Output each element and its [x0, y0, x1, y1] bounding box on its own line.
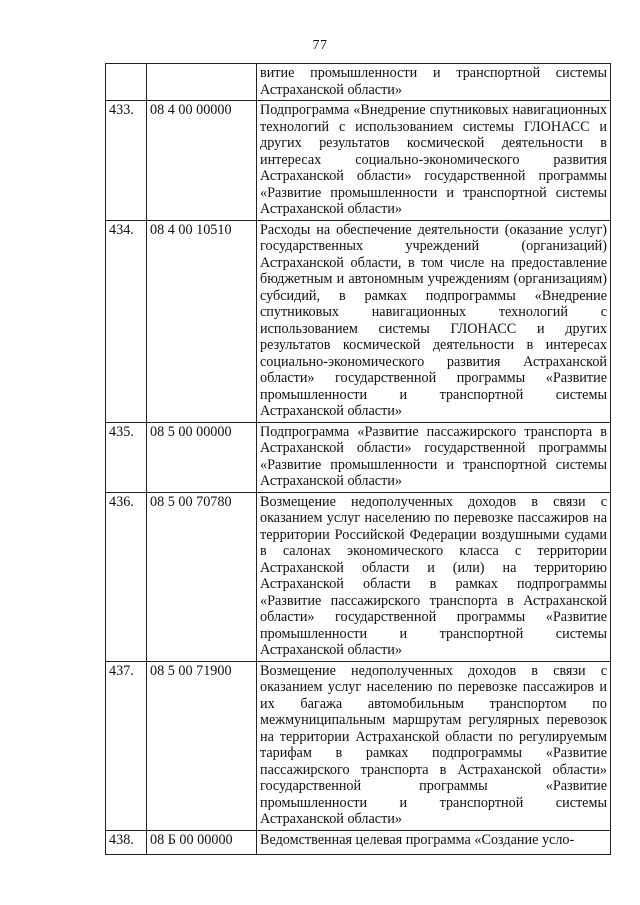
table-row	[106, 101, 611, 221]
classification-code: 08 Б 00 00000	[147, 830, 257, 854]
row-number: 437.	[106, 661, 147, 830]
table-row	[106, 220, 611, 422]
row-description: Возмещение недополученных доходов в связи с оказанием услуг населению по перевозке пассажиров на территории Российской Федерации воздушными судами в салонах экономического класса с территории Астраханской области и (или) на территорию Астраханской области в рамках подпрограммы «Развитие пассажирского транспорта в Астраханской области» государственной программы «Развитие промышленности и транспортной системы Астраханской области»	[257, 492, 611, 661]
table-row	[106, 492, 611, 661]
table-row	[106, 830, 611, 854]
row-number: 436.	[106, 492, 147, 661]
row-description: Возмещение недополученных доходов в связи с оказанием услуг населению по перевозке пассажиров и их багажа автомобильным транспортом по межмуниципальным маршрутам регулярных перевозок на территории Астраханской области по регулируемым тарифам в рамках подпрограммы «Развитие пассажирского транспорта в Астраханской области» государственной программы «Развитие промышленности и транспортной системы Астраханской области»	[257, 661, 611, 830]
classification-code: 08 5 00 71900	[147, 661, 257, 830]
row-number: 433.	[106, 101, 147, 221]
row-description: Подпрограмма «Развитие пассажирского транспорта в Астраханской области» государственной программы «Развитие промышленности и транспортной системы Астраханской области»	[257, 422, 611, 492]
row-description: Ведомственная целевая программа «Создание усло-	[257, 830, 611, 854]
classification-code: 08 4 00 10510	[147, 220, 257, 422]
row-number	[106, 64, 147, 101]
classification-code	[147, 64, 257, 101]
classification-code: 08 5 00 70780	[147, 492, 257, 661]
page-number: 77	[312, 38, 328, 53]
row-description: витие промышленности и транспортной системы Астраханской области»	[257, 64, 611, 101]
table-row	[106, 64, 611, 101]
row-description: Расходы на обеспечение деятельности (оказание услуг) государственных учреждений (организаций) Астраханской области, в том числе на предоставление бюджетным и автономным учреждениям (организациям) субсидий, в рамках подпрограммы «Внедрение спутниковых навигационных технологий с использованием системы ГЛОНАСС и других результатов космической деятельности в интересах социально-экономического развития Астраханской области» государственной программы «Развитие промышленности и транспортной системы Астраханской области»	[257, 220, 611, 422]
classification-code: 08 4 00 00000	[147, 101, 257, 221]
row-description: Подпрограмма «Внедрение спутниковых навигационных технологий с использованием системы ГЛОНАСС и других результатов космической деятельности в интересах социально-экономического развития Астраханской области» государственной программы «Развитие промышленности и транспортной системы Астраханской области»	[257, 101, 611, 221]
budget-classification-table	[105, 63, 611, 855]
table-row	[106, 661, 611, 830]
row-number: 435.	[106, 422, 147, 492]
classification-code: 08 5 00 00000	[147, 422, 257, 492]
row-number: 438.	[106, 830, 147, 854]
table-row	[106, 422, 611, 492]
row-number: 434.	[106, 220, 147, 422]
